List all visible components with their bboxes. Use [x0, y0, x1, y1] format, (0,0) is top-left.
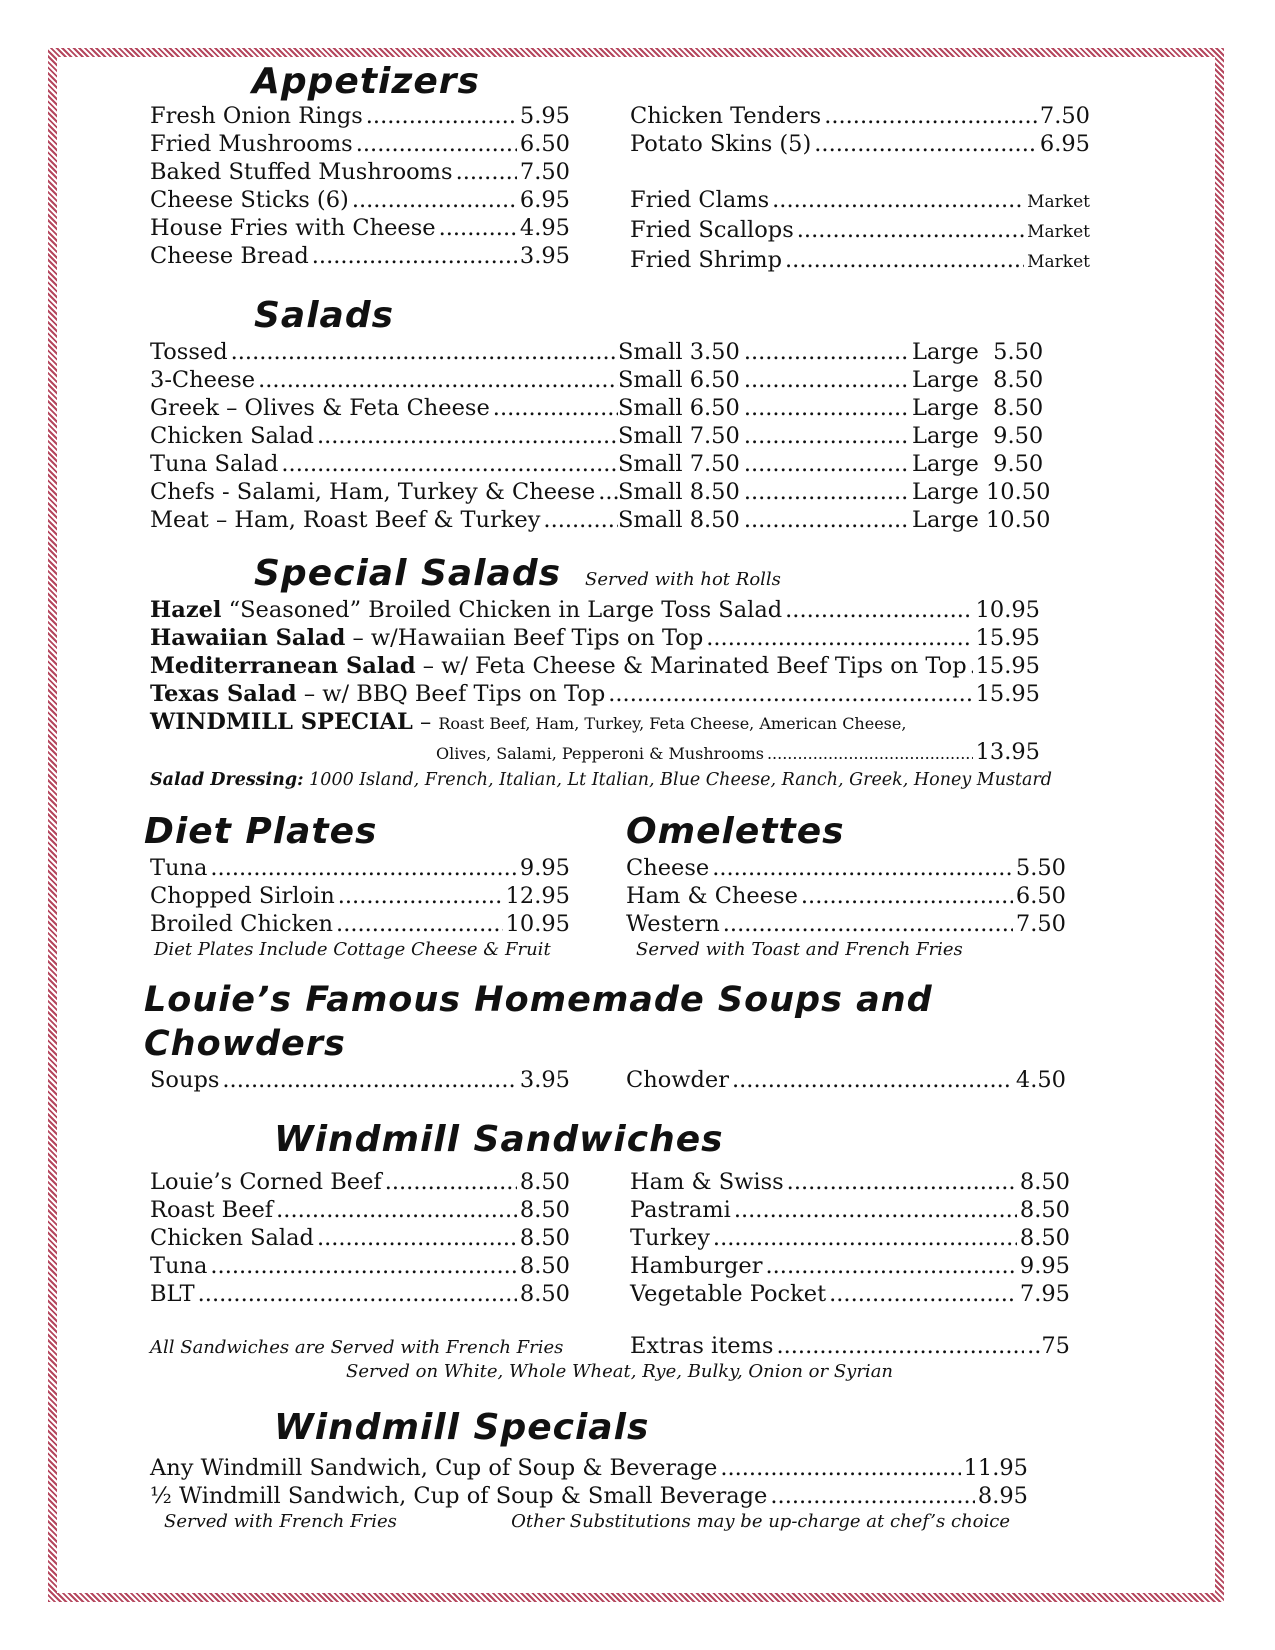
menu-item — [630, 186, 1090, 216]
salad-item — [150, 478, 1051, 506]
item-name: Cheese Bread — [150, 243, 309, 269]
leader-dots — [543, 506, 618, 534]
soups-left — [150, 1066, 570, 1094]
special-salads-list — [150, 596, 1040, 708]
diet-plates-column — [144, 810, 570, 962]
salad-name-cell — [150, 478, 618, 506]
diet-plates-heading: Diet Plates — [144, 811, 378, 852]
large-price: Large 10.50 — [912, 507, 1051, 533]
item-name: Vegetable Pocket — [630, 1281, 827, 1307]
salad-dressing-line — [150, 768, 1090, 792]
menu-item — [150, 1280, 570, 1308]
menu-item — [150, 242, 570, 270]
menu-item — [630, 102, 1090, 130]
leader-dots — [801, 882, 1013, 910]
leader-dots — [338, 882, 503, 910]
salad-name-cell — [150, 338, 618, 366]
small-price: Small 6.50 — [618, 367, 740, 393]
item-price: Market — [1027, 252, 1090, 272]
leader-dots — [744, 366, 908, 394]
item-name: Chicken Salad — [150, 423, 314, 449]
soups-heading: Louie’s Famous Homemade Soups and Chowders — [144, 980, 933, 1064]
omelettes-heading: Omelettes — [626, 811, 845, 852]
item-price: 6.50 — [519, 131, 570, 157]
menu-item — [630, 130, 1090, 158]
specials-note-left: Served with French Fries — [164, 1511, 397, 1532]
salad-dressing-list: 1000 Island, French, Italian, Lt Italian, Blue Cheese, Ranch, Greek, Honey Mustard — [303, 770, 1052, 790]
leader-dots — [787, 1168, 1017, 1196]
item-name: Hamburger — [630, 1253, 763, 1279]
menu-item — [630, 1196, 1070, 1224]
menu-item — [150, 1168, 570, 1196]
item-name: Tuna — [150, 1253, 208, 1279]
menu-item — [626, 882, 1066, 910]
item-name: Chowder — [626, 1067, 729, 1093]
item-name: ½ Windmill Sandwich, Cup of Soup & Small Beverage — [150, 1483, 768, 1509]
leader-dots — [222, 1066, 516, 1094]
item-name: Texas Salad — [150, 681, 297, 707]
large-price: Large 8.50 — [912, 395, 1044, 421]
menu-item — [630, 1168, 1070, 1196]
menu-item — [150, 1482, 1028, 1510]
item-price: 8.50 — [1019, 1225, 1070, 1251]
item-price: 9.95 — [519, 855, 570, 881]
item-price: Market — [1027, 192, 1090, 212]
leader-dots — [776, 1332, 1024, 1360]
windmill-special-desc1: Roast Beef, Ham, Turkey, Feta Cheese, American Cheese, — [438, 714, 907, 733]
leader-dots — [198, 1280, 517, 1308]
menu-item — [150, 910, 570, 938]
windmill-special-line2 — [150, 738, 1040, 768]
item-name: Tuna Salad — [150, 451, 279, 477]
special-salads-header — [254, 552, 1090, 596]
small-price: Small 6.50 — [618, 395, 740, 421]
item-name: BLT — [150, 1281, 195, 1307]
item-name: Pastrami — [630, 1197, 731, 1223]
leader-dots — [723, 910, 1013, 938]
item-name-cell — [150, 680, 605, 708]
menu-page — [144, 60, 1090, 1534]
menu-item — [150, 158, 570, 186]
item-name: Cheese Sticks (6) — [150, 187, 349, 213]
item-description: – w/ BBQ Beef Tips on Top — [296, 681, 606, 707]
leader-dots — [366, 102, 517, 130]
salad-item — [150, 450, 1044, 478]
item-name: Mediterranean Salad — [150, 653, 416, 679]
windmill-specials-notes — [150, 1510, 1010, 1534]
item-name: Chicken Salad — [150, 1225, 314, 1251]
item-name-cell — [150, 624, 703, 652]
item-name-cell — [150, 596, 782, 624]
bread-note: Served on White, Whole Wheat, Rye, Bulky, Onion or Syrian — [346, 1361, 894, 1382]
large-price: Large 9.50 — [912, 423, 1044, 449]
small-price: Small 8.50 — [618, 507, 740, 533]
leader-dots — [734, 1196, 1017, 1224]
menu-item — [150, 1454, 1028, 1482]
item-description: – w/ Feta Cheese & Marinated Beef Tips on Top — [415, 653, 967, 679]
item-name: Fried Scallops — [630, 217, 794, 243]
leader-dots — [767, 740, 973, 768]
leader-dots — [456, 158, 517, 186]
leader-dots — [317, 1224, 517, 1252]
item-name: Fried Shrimp — [630, 247, 783, 273]
menu-item — [150, 1196, 570, 1224]
item-name: Any Windmill Sandwich, Cup of Soup & Beverage — [150, 1455, 718, 1481]
special-salad-item — [150, 596, 1040, 624]
item-price: 12.95 — [505, 883, 570, 909]
spacer — [630, 158, 1090, 186]
leader-dots — [258, 366, 618, 394]
menu-item — [150, 130, 570, 158]
windmill-specials-list — [150, 1454, 1028, 1510]
windmill-special-line1 — [150, 708, 1040, 738]
menu-item — [150, 186, 570, 214]
leader-dots — [281, 450, 618, 478]
item-name: Greek – Olives & Feta Cheese — [150, 395, 490, 421]
leader-dots — [814, 130, 1037, 158]
salad-name-cell — [150, 450, 618, 478]
leader-dots — [785, 596, 972, 624]
item-name: House Fries with Cheese — [150, 215, 436, 241]
leader-dots — [770, 1482, 975, 1510]
diet-omelette-section — [144, 810, 1090, 962]
item-name: Cheese — [626, 855, 710, 881]
sandwiches-left-column — [150, 1168, 570, 1308]
leader-dots — [317, 422, 618, 450]
omelettes-note: Served with Toast and French Fries — [636, 939, 963, 960]
large-price: Large 8.50 — [912, 367, 1044, 393]
leader-dots — [732, 1066, 1013, 1094]
menu-item — [150, 854, 570, 882]
menu-item — [150, 882, 570, 910]
salad-item — [150, 366, 1044, 394]
item-price: 6.50 — [1015, 883, 1066, 909]
windmill-special-desc2: Olives, Salami, Pepperoni & Mushrooms — [436, 744, 764, 763]
leader-dots — [744, 394, 908, 422]
sandwiches-footer — [150, 1332, 1090, 1360]
item-name: Baked Stuffed Mushrooms — [150, 159, 453, 185]
soups-section — [150, 1066, 1090, 1094]
item-name: Ham & Cheese — [626, 883, 798, 909]
leader-dots — [352, 186, 517, 214]
menu-item-extras — [630, 1332, 1070, 1360]
salad-name-cell — [150, 366, 618, 394]
item-name: Hazel — [150, 597, 222, 623]
sandwiches-section — [150, 1168, 1090, 1308]
item-price: 15.95 — [975, 681, 1040, 707]
item-price: 4.50 — [1015, 1067, 1066, 1093]
menu-item — [150, 1224, 570, 1252]
item-name: Roast Beef — [150, 1197, 274, 1223]
salad-name-cell — [150, 506, 618, 534]
item-price: 5.50 — [1015, 855, 1066, 881]
item-price: 7.50 — [1015, 911, 1066, 937]
leader-dots — [356, 130, 517, 158]
item-description: “Seasoned” Broiled Chicken in Large Toss Salad — [221, 597, 783, 623]
item-price: 10.95 — [505, 911, 570, 937]
omelettes-list — [626, 854, 1066, 938]
menu-item — [626, 854, 1066, 882]
menu-item — [630, 1252, 1070, 1280]
menu-item — [150, 102, 570, 130]
item-name: Meat – Ham, Roast Beef & Turkey — [150, 507, 541, 533]
menu-item — [630, 1224, 1070, 1252]
item-name: Ham & Swiss — [630, 1169, 784, 1195]
sandwiches-right-column — [630, 1168, 1070, 1308]
leader-dots — [772, 186, 1024, 214]
soups-right — [626, 1066, 1066, 1094]
item-price: 5.95 — [519, 103, 570, 129]
salad-name-cell — [150, 394, 618, 422]
special-salad-item — [150, 652, 1040, 680]
leader-dots — [312, 242, 517, 270]
small-price: Small 7.50 — [618, 423, 740, 449]
special-salad-item — [150, 680, 1040, 708]
menu-item — [630, 1280, 1070, 1308]
item-price: Market — [1027, 222, 1090, 242]
special-salad-item — [150, 624, 1040, 652]
leader-dots — [276, 1196, 517, 1224]
diet-plates-list — [150, 854, 570, 938]
leader-dots — [744, 422, 908, 450]
item-name: Western — [626, 911, 720, 937]
specials-note-right: Other Substitutions may be up-charge at chef’s choice — [511, 1511, 1010, 1532]
leader-dots — [231, 338, 618, 366]
item-price: 15.95 — [975, 653, 1040, 679]
special-salads-subtitle: Served with hot Rolls — [585, 569, 781, 590]
item-name: Fresh Onion Rings — [150, 103, 363, 129]
leader-dots — [210, 1252, 516, 1280]
salad-item — [150, 422, 1044, 450]
item-name: Chefs - Salami, Ham, Turkey & Cheese — [150, 479, 596, 505]
item-name: Soups — [150, 1067, 220, 1093]
leader-dots — [439, 214, 517, 242]
item-price: 7.50 — [519, 159, 570, 185]
leader-dots — [336, 910, 503, 938]
sandwiches-heading: Windmill Sandwiches — [274, 1119, 724, 1160]
small-price: Small 3.50 — [618, 339, 740, 365]
item-name: Turkey — [630, 1225, 710, 1251]
leader-dots — [797, 216, 1024, 244]
salad-name-cell — [150, 422, 618, 450]
large-price: Large 5.50 — [912, 339, 1044, 365]
leader-dots — [608, 680, 972, 708]
appetizers-heading: Appetizers — [252, 61, 480, 102]
small-price: Small 8.50 — [618, 479, 740, 505]
large-price: Large 9.50 — [912, 451, 1044, 477]
item-name: Fried Clams — [630, 187, 770, 213]
salad-item — [150, 338, 1044, 366]
item-price: 8.50 — [519, 1225, 570, 1251]
leader-dots — [713, 1224, 1017, 1252]
item-name: Hawaiian Salad — [150, 625, 346, 651]
appetizers-right-column — [630, 102, 1090, 276]
leader-dots — [712, 854, 1013, 882]
large-price: Large 10.50 — [912, 479, 1051, 505]
item-name: Fried Mushrooms — [150, 131, 353, 157]
item-price: 7.95 — [1019, 1281, 1070, 1307]
item-price: 3.95 — [519, 1067, 570, 1093]
diet-plates-note: Diet Plates Include Cottage Cheese & Fruit — [154, 939, 551, 960]
special-salads-heading: Special Salads — [254, 553, 562, 594]
item-price: 8.95 — [977, 1483, 1028, 1509]
item-description: – w/Hawaiian Beef Tips on Top — [345, 625, 704, 651]
item-price: 10.95 — [975, 597, 1040, 623]
leader-dots — [210, 854, 516, 882]
item-price: 8.50 — [519, 1197, 570, 1223]
item-name: 3-Cheese — [150, 367, 256, 393]
menu-item — [626, 910, 1066, 938]
item-price: 9.95 — [1019, 1253, 1070, 1279]
omelettes-column — [626, 810, 1066, 962]
item-price: 7.50 — [1039, 103, 1090, 129]
item-name: Louie’s Corned Beef — [150, 1169, 382, 1195]
item-name: Tuna — [150, 855, 208, 881]
leader-dots — [970, 652, 973, 680]
item-price: ..75 — [1027, 1333, 1070, 1359]
salads-list — [150, 338, 1051, 534]
item-name: Chopped Sirloin — [150, 883, 335, 909]
menu-item — [150, 1252, 570, 1280]
appetizers-left-column — [150, 102, 570, 276]
item-price: 8.50 — [519, 1281, 570, 1307]
leader-dots — [744, 450, 908, 478]
item-price: 3.95 — [519, 243, 570, 269]
salad-item — [150, 506, 1051, 534]
item-price: 8.50 — [519, 1253, 570, 1279]
menu-item — [150, 214, 570, 242]
item-price: 15.95 — [975, 625, 1040, 651]
leader-dots — [598, 478, 618, 506]
item-name: Tossed — [150, 339, 228, 365]
windmill-special-price: 13.95 — [975, 739, 1040, 765]
menu-item-soups — [150, 1066, 570, 1094]
windmill-special-name: WINDMILL SPECIAL — [150, 709, 413, 735]
leader-dots — [824, 102, 1037, 130]
item-name: Broiled Chicken — [150, 911, 334, 937]
appetizers-section — [150, 102, 1090, 276]
salad-item — [150, 394, 1044, 422]
small-price: Small 7.50 — [618, 451, 740, 477]
windmill-specials-heading: Windmill Specials — [274, 1407, 650, 1448]
leader-dots — [720, 1454, 960, 1482]
menu-item — [630, 216, 1090, 246]
menu-item-chowder — [626, 1066, 1066, 1094]
leader-dots — [744, 478, 908, 506]
leader-dots — [706, 624, 972, 652]
salads-heading: Salads — [254, 295, 395, 336]
sandwiches-note: All Sandwiches are Served with French Fries — [150, 1337, 564, 1358]
leader-dots — [744, 506, 908, 534]
item-price: 6.95 — [1039, 131, 1090, 157]
item-price: 6.95 — [519, 187, 570, 213]
item-name: Extras items — [630, 1333, 774, 1359]
menu-item — [630, 246, 1090, 276]
item-price: 8.50 — [1019, 1197, 1070, 1223]
leader-dots — [385, 1168, 517, 1196]
item-price: 8.50 — [1019, 1169, 1070, 1195]
extras-column — [630, 1332, 1070, 1360]
item-price: 4.95 — [519, 215, 570, 241]
windmill-special-dash: – — [412, 709, 439, 735]
item-price: 8.50 — [519, 1169, 570, 1195]
leader-dots — [785, 246, 1024, 274]
salad-dressing-label: Salad Dressing: — [150, 770, 304, 790]
item-price: 11.95 — [963, 1455, 1028, 1481]
leader-dots — [766, 1252, 1017, 1280]
leader-dots — [744, 338, 908, 366]
item-name-cell — [150, 652, 967, 680]
item-name: Chicken Tenders — [630, 103, 822, 129]
item-name: Potato Skins (5) — [630, 131, 812, 157]
leader-dots — [493, 394, 618, 422]
leader-dots — [829, 1280, 1017, 1308]
